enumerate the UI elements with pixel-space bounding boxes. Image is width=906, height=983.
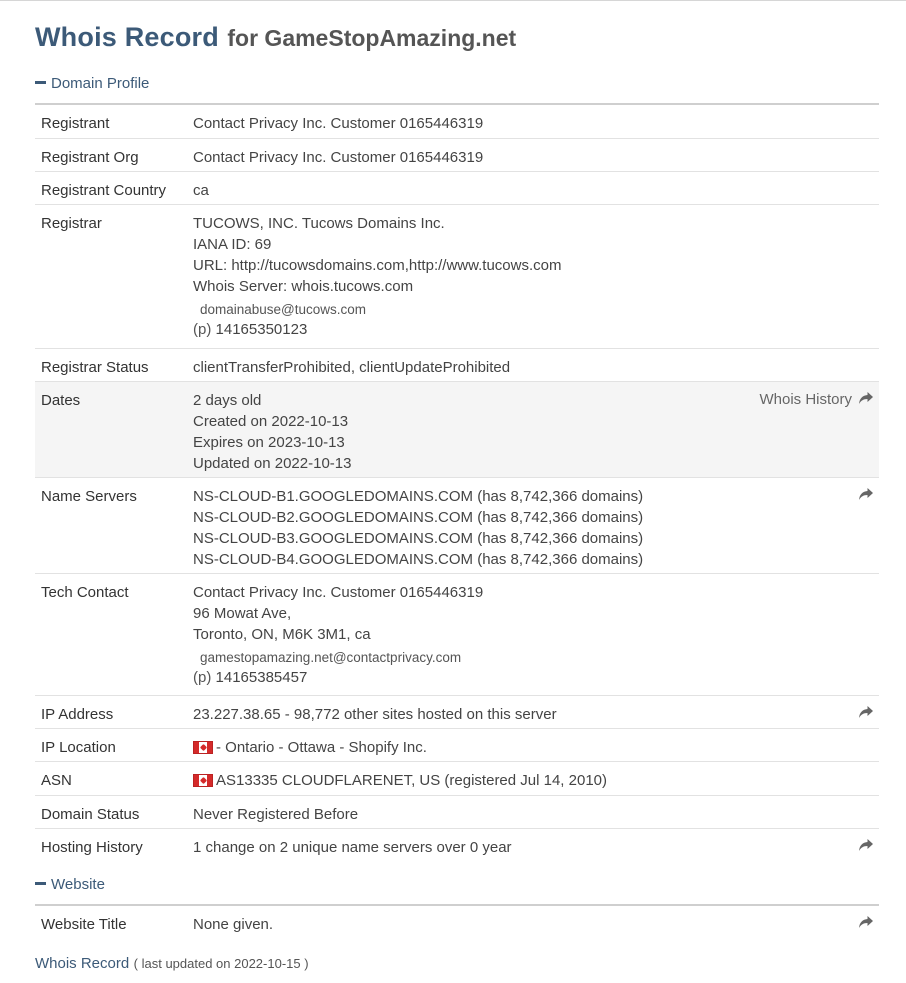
section-title-website: Website — [51, 876, 105, 893]
tech-contact-phone: (p) 14165385457 — [193, 669, 308, 686]
row-label: Registrar Status — [41, 359, 149, 376]
registrar-whois-server: Whois Server: whois.tucows.com — [193, 278, 414, 295]
row-value: AS13335 CLOUDFLARENET, US (registered Jul 14, 2010) — [193, 770, 607, 791]
collapse-icon — [35, 81, 46, 84]
row-value: Contact Privacy Inc. Customer 0165446319 — [193, 115, 484, 132]
row-value: 1 change on 2 unique name servers over 0 year — [193, 839, 512, 856]
top-border — [0, 0, 906, 1]
dates-details — [193, 390, 351, 474]
registrar-details — [193, 213, 561, 340]
row-dates — [35, 382, 879, 478]
share-arrow-icon[interactable] — [858, 915, 874, 929]
section-title-domain-profile: Domain Profile — [51, 75, 150, 92]
row-value: Contact Privacy Inc. Customer 0165446319 — [193, 149, 484, 166]
row-ip-location — [35, 729, 879, 762]
section-toggle-domain-profile[interactable] — [35, 75, 149, 97]
row-label: Registrar — [41, 215, 102, 232]
row-value: clientTransferProhibited, clientUpdateProhibited — [193, 359, 511, 376]
name-server-item: NS-CLOUD-B2.GOOGLEDOMAINS.COM (has 8,742,366 domains) — [193, 509, 644, 526]
row-label: ASN — [41, 772, 72, 789]
row-label: Name Servers — [41, 488, 137, 505]
row-label: Hosting History — [41, 839, 143, 856]
section-toggle-website[interactable] — [35, 876, 105, 898]
registrar-iana: IANA ID: 69 — [193, 236, 272, 253]
tech-contact-name: Contact Privacy Inc. Customer 0165446319 — [193, 584, 484, 601]
row-value: None given. — [193, 916, 274, 933]
registrar-name: TUCOWS, INC. Tucows Domains Inc. — [193, 215, 445, 232]
share-arrow-icon[interactable] — [858, 838, 874, 852]
name-server-item: NS-CLOUD-B1.GOOGLEDOMAINS.COM (has 8,742,366 domains) — [193, 488, 644, 505]
updated-date: Updated on 2022-10-13 — [193, 455, 352, 472]
share-arrow-icon — [858, 391, 874, 405]
share-arrow-icon[interactable] — [858, 487, 874, 501]
domain-age: 2 days old — [193, 392, 262, 409]
collapse-icon — [35, 882, 46, 885]
tech-contact-city: Toronto, ON, M6K 3M1, ca — [193, 626, 371, 643]
tech-contact-street: 96 Mowat Ave, — [193, 605, 292, 622]
row-value: 23.227.38.65 - 98,772 other sites hosted on this server — [193, 706, 557, 723]
footer-updated: ( last updated on 2022-10-15 ) — [133, 956, 309, 971]
row-label: Website Title — [41, 916, 127, 933]
row-label: Registrant Country — [41, 182, 167, 199]
row-label: Dates — [41, 392, 81, 409]
row-tech-contact — [35, 574, 879, 696]
row-registrant — [35, 105, 879, 139]
row-hosting-history — [35, 829, 879, 862]
row-registrant-org — [35, 139, 879, 172]
page-title-main: Whois Record — [35, 22, 219, 52]
row-asn — [35, 762, 879, 796]
tech-contact-details — [193, 582, 483, 688]
footer-title: Whois Record — [35, 955, 130, 972]
row-name-servers — [35, 478, 879, 574]
row-label: Domain Status — [41, 806, 140, 823]
row-domain-status — [35, 796, 879, 829]
share-arrow-icon[interactable] — [858, 705, 874, 719]
row-ip-address — [35, 696, 879, 729]
name-server-item: NS-CLOUD-B4.GOOGLEDOMAINS.COM (has 8,742,366 domains) — [193, 551, 644, 568]
row-registrar-status — [35, 349, 879, 382]
page-title — [35, 22, 516, 53]
whois-history-link[interactable]: Whois History — [759, 389, 874, 410]
name-servers-list — [193, 486, 643, 570]
canada-flag-icon — [193, 741, 213, 754]
row-label: Registrant Org — [41, 149, 139, 166]
name-server-item: NS-CLOUD-B3.GOOGLEDOMAINS.COM (has 8,742,366 domains) — [193, 530, 644, 547]
row-value: ca — [193, 182, 209, 199]
registrar-phone: (p) 14165350123 — [193, 321, 308, 338]
row-value: Never Registered Before — [193, 806, 359, 823]
row-value: - Ontario - Ottawa - Shopify Inc. — [193, 737, 427, 758]
footer — [35, 955, 309, 973]
registrar-url: URL: http://tucowsdomains.com,http://www.tucows.com — [193, 257, 562, 274]
row-label: Registrant — [41, 115, 110, 132]
canada-flag-icon — [193, 774, 213, 787]
created-date: Created on 2022-10-13 — [193, 413, 349, 430]
row-registrant-country — [35, 172, 879, 205]
tech-contact-email: gamestopamazing.net@contactprivacy.com — [200, 650, 462, 665]
expires-date: Expires on 2023-10-13 — [193, 434, 345, 451]
page-title-domain: for GameStopAmazing.net — [227, 25, 517, 51]
registrar-email: domainabuse@tucows.com — [200, 302, 367, 317]
row-label: Tech Contact — [41, 584, 129, 601]
row-label: IP Location — [41, 739, 116, 756]
row-label: IP Address — [41, 706, 114, 723]
row-website-title — [35, 906, 879, 939]
row-registrar — [35, 205, 879, 349]
